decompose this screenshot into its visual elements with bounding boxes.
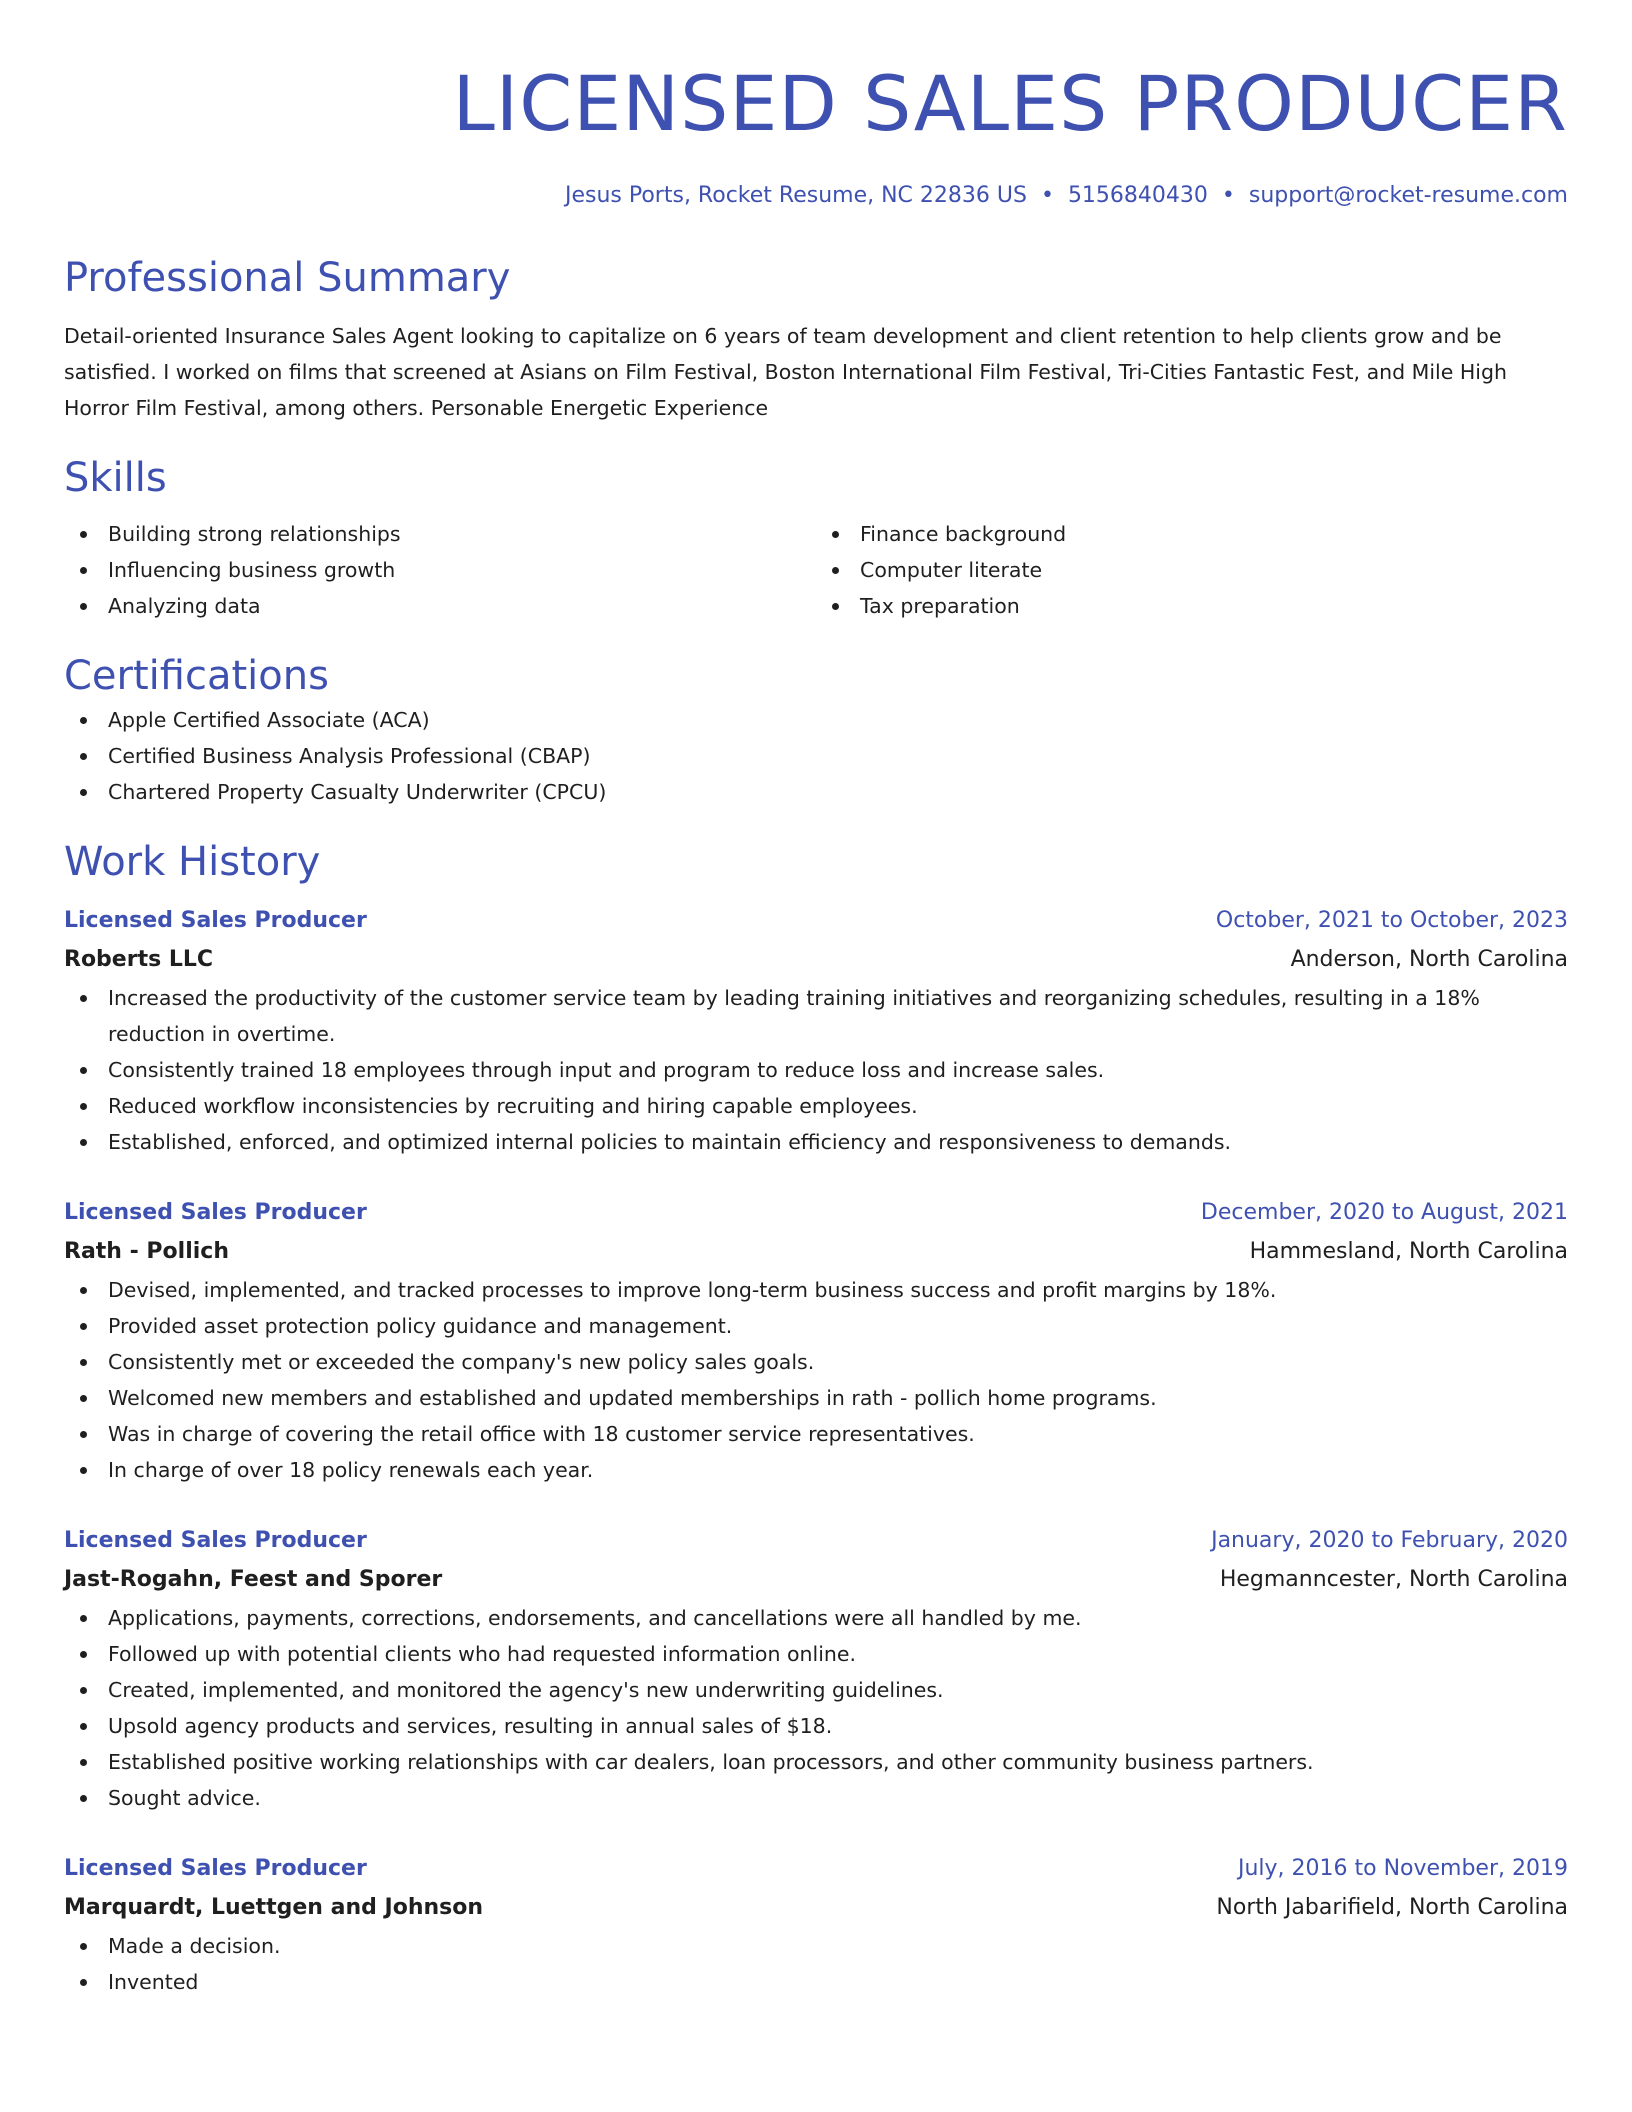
contact-line (64, 180, 1568, 212)
contact-email: support@rocket-resume.com (1248, 183, 1568, 208)
skills-list-right (816, 516, 1568, 624)
job-bullet: Consistently trained 18 employees through input and program to reduce loss and increase sales. (64, 1052, 1568, 1088)
job-dates: July, 2016 to November, 2019 (1237, 1856, 1568, 1881)
job-title-row (64, 1194, 1568, 1232)
job-location: Hammesland, North Carolina (1249, 1239, 1568, 1264)
job-title-row (64, 1850, 1568, 1888)
job-bullet: Created, implemented, and monitored the agency's new underwriting guidelines. (64, 1672, 1568, 1708)
job-company-row (64, 1560, 1568, 1600)
job-dates: December, 2020 to August, 2021 (1200, 1200, 1568, 1225)
job-entry (64, 1194, 1568, 1488)
job-bullet: Sought advice. (64, 1780, 1568, 1816)
job-bullet: In charge of over 18 policy renewals each year. (64, 1452, 1568, 1488)
skill-item: Influencing business growth (64, 552, 816, 588)
job-bullet: Established positive working relationships with car dealers, loan processors, and other community business partners. (64, 1744, 1568, 1780)
job-bullet: Invented (64, 1964, 1568, 2000)
contact-separator: • (1040, 183, 1054, 208)
certification-item: Chartered Property Casualty Underwriter (CPCU) (64, 774, 1568, 810)
contact-separator: • (1221, 183, 1235, 208)
skill-item: Tax preparation (816, 588, 1568, 624)
job-bullet-list (64, 1272, 1568, 1488)
job-company-row (64, 940, 1568, 980)
skill-item: Analyzing data (64, 588, 816, 624)
job-bullet: Upsold agency products and services, resulting in annual sales of $18. (64, 1708, 1568, 1744)
job-company: Marquardt, Luettgen and Johnson (64, 1895, 484, 1920)
job-title-row (64, 1522, 1568, 1560)
job-bullet: Applications, payments, corrections, endorsements, and cancellations were all handled by me. (64, 1600, 1568, 1636)
job-bullet: Established, enforced, and optimized internal policies to maintain efficiency and responsiveness to demands. (64, 1124, 1568, 1160)
job-bullet: Made a decision. (64, 1928, 1568, 1964)
job-entry (64, 1850, 1568, 2000)
job-title: Licensed Sales Producer (64, 1856, 367, 1881)
job-company: Rath - Pollich (64, 1239, 229, 1264)
job-company-row (64, 1232, 1568, 1272)
certification-item: Certified Business Analysis Professional (CBAP) (64, 738, 1568, 774)
job-bullet: Increased the productivity of the customer service team by leading training initiatives and reorganizing schedules, resulting in a 18% reduction in overtime. (64, 980, 1568, 1052)
summary-text: Detail-oriented Insurance Sales Agent looking to capitalize on 6 years of team development and client retention to help clients grow and be satisfied. I worked on films that screened at Asians on Film Festival, Boston International Film Festival, Tri-Cities Fantastic Fest, and Mile High Horror Film Festival, among others. Personable Energetic Experience (64, 324, 1507, 420)
contact-phone: 5156840430 (1067, 183, 1208, 208)
skill-item: Building strong relationships (64, 516, 816, 552)
job-title: Licensed Sales Producer (64, 908, 367, 933)
skills-heading: Skills (64, 455, 167, 501)
job-company: Roberts LLC (64, 947, 214, 972)
job-company: Jast-Rogahn, Feest and Sporer (64, 1567, 443, 1592)
job-bullet: Devised, implemented, and tracked processes to improve long-term business success and profit margins by 18%. (64, 1272, 1568, 1308)
job-location: North Jabarifield, North Carolina (1216, 1895, 1568, 1920)
resume-header (64, 56, 1568, 212)
job-title-row (64, 902, 1568, 940)
job-bullet-list (64, 1928, 1568, 2000)
skill-item: Computer literate (816, 552, 1568, 588)
job-bullet: Reduced workflow inconsistencies by recruiting and hiring capable employees. (64, 1088, 1568, 1124)
certification-item: Apple Certified Associate (ACA) (64, 702, 1568, 738)
job-bullet: Welcomed new members and established and updated memberships in rath - pollich home programs. (64, 1380, 1568, 1416)
job-bullet: Was in charge of covering the retail office with 18 customer service representatives. (64, 1416, 1568, 1452)
skill-item: Finance background (816, 516, 1568, 552)
job-location: Anderson, North Carolina (1290, 947, 1568, 972)
job-bullet: Consistently met or exceeded the company's new policy sales goals. (64, 1344, 1568, 1380)
job-dates: January, 2020 to February, 2020 (1211, 1528, 1568, 1553)
job-bullet-list (64, 980, 1568, 1160)
job-location: Hegmanncester, North Carolina (1219, 1567, 1568, 1592)
job-title: Licensed Sales Producer (64, 1528, 367, 1553)
job-bullet-list (64, 1600, 1568, 1816)
job-bullet: Provided asset protection policy guidance and management. (64, 1308, 1568, 1344)
job-company-row (64, 1888, 1568, 1928)
job-entry (64, 902, 1568, 1160)
certifications-heading: Certifications (64, 653, 329, 699)
job-title: Licensed Sales Producer (64, 1200, 367, 1225)
certifications-list (64, 702, 1568, 810)
contact-address: Jesus Ports, Rocket Resume, NC 22836 US (564, 183, 1027, 208)
summary-heading: Professional Summary (64, 255, 511, 301)
skills-grid (64, 516, 1568, 624)
job-dates: October, 2021 to October, 2023 (1215, 908, 1568, 933)
job-bullet: Followed up with potential clients who had requested information online. (64, 1636, 1568, 1672)
job-entry (64, 1522, 1568, 1816)
candidate-name: LICENSED SALES PRODUCER (452, 59, 1568, 148)
work-history-heading: Work History (64, 839, 321, 885)
skills-list-left (64, 516, 816, 624)
